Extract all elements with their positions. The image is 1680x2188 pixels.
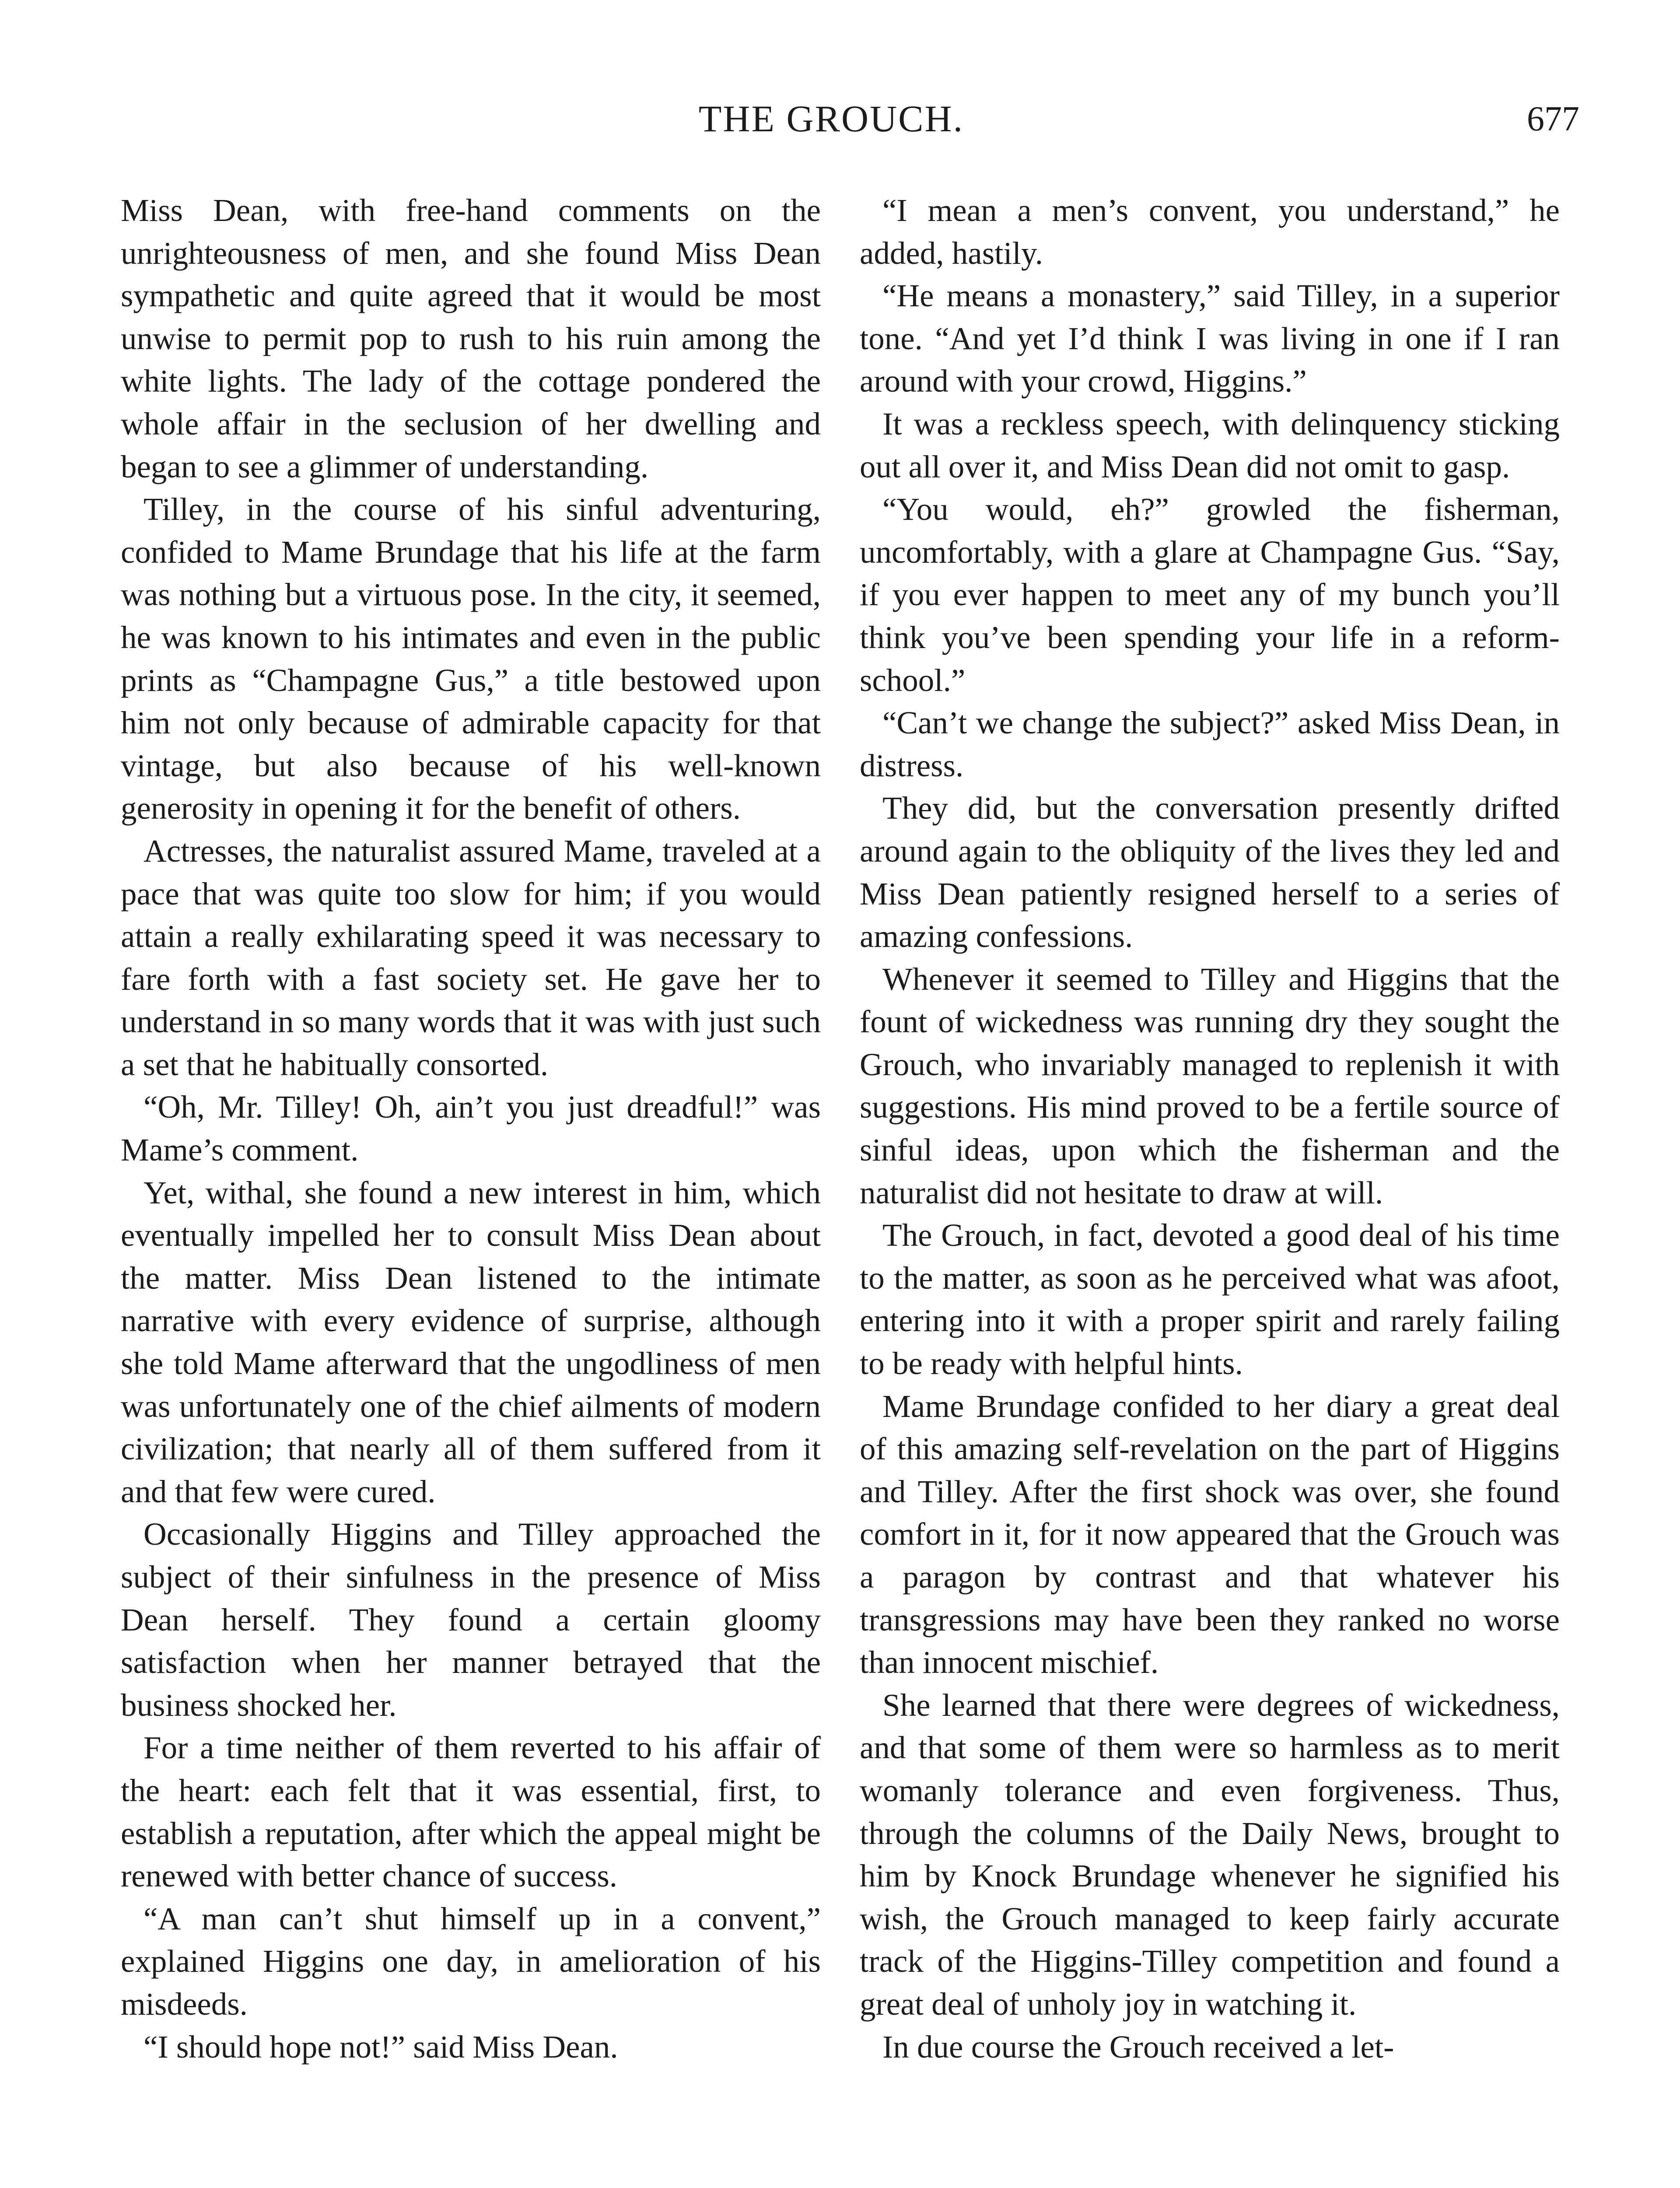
paragraph: They did, but the conversation presently drifted around again to the obliquity of the lives they led and Miss Dean patiently resigned herself to a series of amazing confessions. <box>860 790 1560 954</box>
paragraph: It was a reckless speech, with delinquency sticking out all over it, and Miss Dean did not omit to gasp. <box>860 406 1560 484</box>
paragraph: “I should hope not!” said Miss Dean. <box>144 2029 618 2065</box>
paragraph: She learned that there were degrees of wickedness, and that some of them were so harmless as to merit womanly tolerance and even forgiveness. Thus, through the columns of the Daily News, brought to him by Knock Brundage whenever he signified his wish, the Grouch managed to keep fairly accurate track of the Higgins-Tilley competition and found a great deal of unholy joy in watching it. <box>860 1687 1560 2022</box>
paragraph: “I mean a men’s convent, you understand,” he added, hastily. <box>860 193 1560 271</box>
paragraph: Whenever it seemed to Tilley and Higgins that the fount of wickedness was running dry they sought the Grouch, who invariably managed to replenish it with suggestions. His mind proved to be a fertile source of sinful ideas, upon which the fisherman and the naturalist did not hesitate to draw at will. <box>860 961 1560 1210</box>
paragraph: Actresses, the naturalist assured Mame, traveled at a pace that was quite too slow for him; if you would attain a really exhilarating speed it was necessary to fare forth with a fast society set. He gave her to understand in so many words that it was with just such a set that he habitually consorted. <box>121 833 821 1082</box>
paragraph: In due course the Grouch received a let- <box>882 2029 1394 2065</box>
page-number: 677 <box>1527 100 1579 138</box>
paragraph: “Oh, Mr. Tilley! Oh, ain’t you just dreadful!” was Mame’s comment. <box>121 1089 821 1168</box>
right-column <box>860 189 1560 2068</box>
paragraph: Tilley, in the course of his sinful adventuring, confided to Mame Brundage that his life at the farm was nothing but a virtuous pose. In the city, it seemed, he was known to his intimates and even in the public prints as “Champagne Gus,” a title bestowed upon him not only because of admirable capacity for that vintage, but also because of his well-known generosity in opening it for the benefit of others. <box>121 491 821 826</box>
running-title: THE GROUCH. <box>698 98 964 140</box>
paragraph: Occasionally Higgins and Tilley approached the subject of their sinfulness in the presence of Miss Dean herself. They found a certain gloomy satisfaction when her manner betrayed that the business shocked her. <box>121 1516 821 1723</box>
paragraph: “A man can’t shut himself up in a convent,” explained Higgins one day, in amelioration of his misdeeds. <box>121 1900 821 2022</box>
paragraph: For a time neither of them reverted to his affair of the heart: each felt that it was essential, first, to establish a reputation, after which the appeal might be renewed with better chance of success. <box>121 1730 821 1894</box>
paragraph: Mame Brundage confided to her diary a great deal of this amazing self-revelation on the part of Higgins and Tilley. After the first shock was over, she found comfort in it, for it now appeared that the Grouch was a paragon by contrast and that whatever his transgressions may have been they ranked no worse than innocent mischief. <box>860 1388 1560 1680</box>
paragraph: “He means a monastery,” said Tilley, in a superior tone. “And yet I’d think I was living in one if I ran around with your crowd, Higgins.” <box>860 278 1560 399</box>
left-column <box>121 189 821 2068</box>
paragraph: “Can’t we change the subject?” asked Miss Dean, in distress. <box>860 705 1560 783</box>
paragraph: “You would, eh?” growled the fisherman, uncomfortably, with a glare at Champagne Gus. “Say, if you ever happen to meet any of my bunch you’ll think you’ve been spending your life in a reform-school.” <box>860 491 1560 698</box>
paragraph: Miss Dean, with free-hand comments on the unrighteousness of men, and she found Miss Dean sympathetic and quite agreed that it would be most unwise to permit pop to rush to his ruin among the white lights. The lady of the cottage pondered the whole affair in the seclusion of her dwelling and began to see a glimmer of understanding. <box>121 193 821 484</box>
paragraph: Yet, withal, she found a new interest in him, which eventually impelled her to consult Miss Dean about the matter. Miss Dean listened to the intimate narrative with every evidence of surprise, although she told Mame afterward that the ungodliness of men was unfortunately one of the chief ailments of modern civilization; that nearly all of them suffered from it and that few were cured. <box>121 1175 821 1509</box>
paragraph: The Grouch, in fact, devoted a good deal of his time to the matter, as soon as he perceived what was afoot, entering into it with a proper spirit and rarely failing to be ready with helpful hints. <box>860 1217 1560 1382</box>
